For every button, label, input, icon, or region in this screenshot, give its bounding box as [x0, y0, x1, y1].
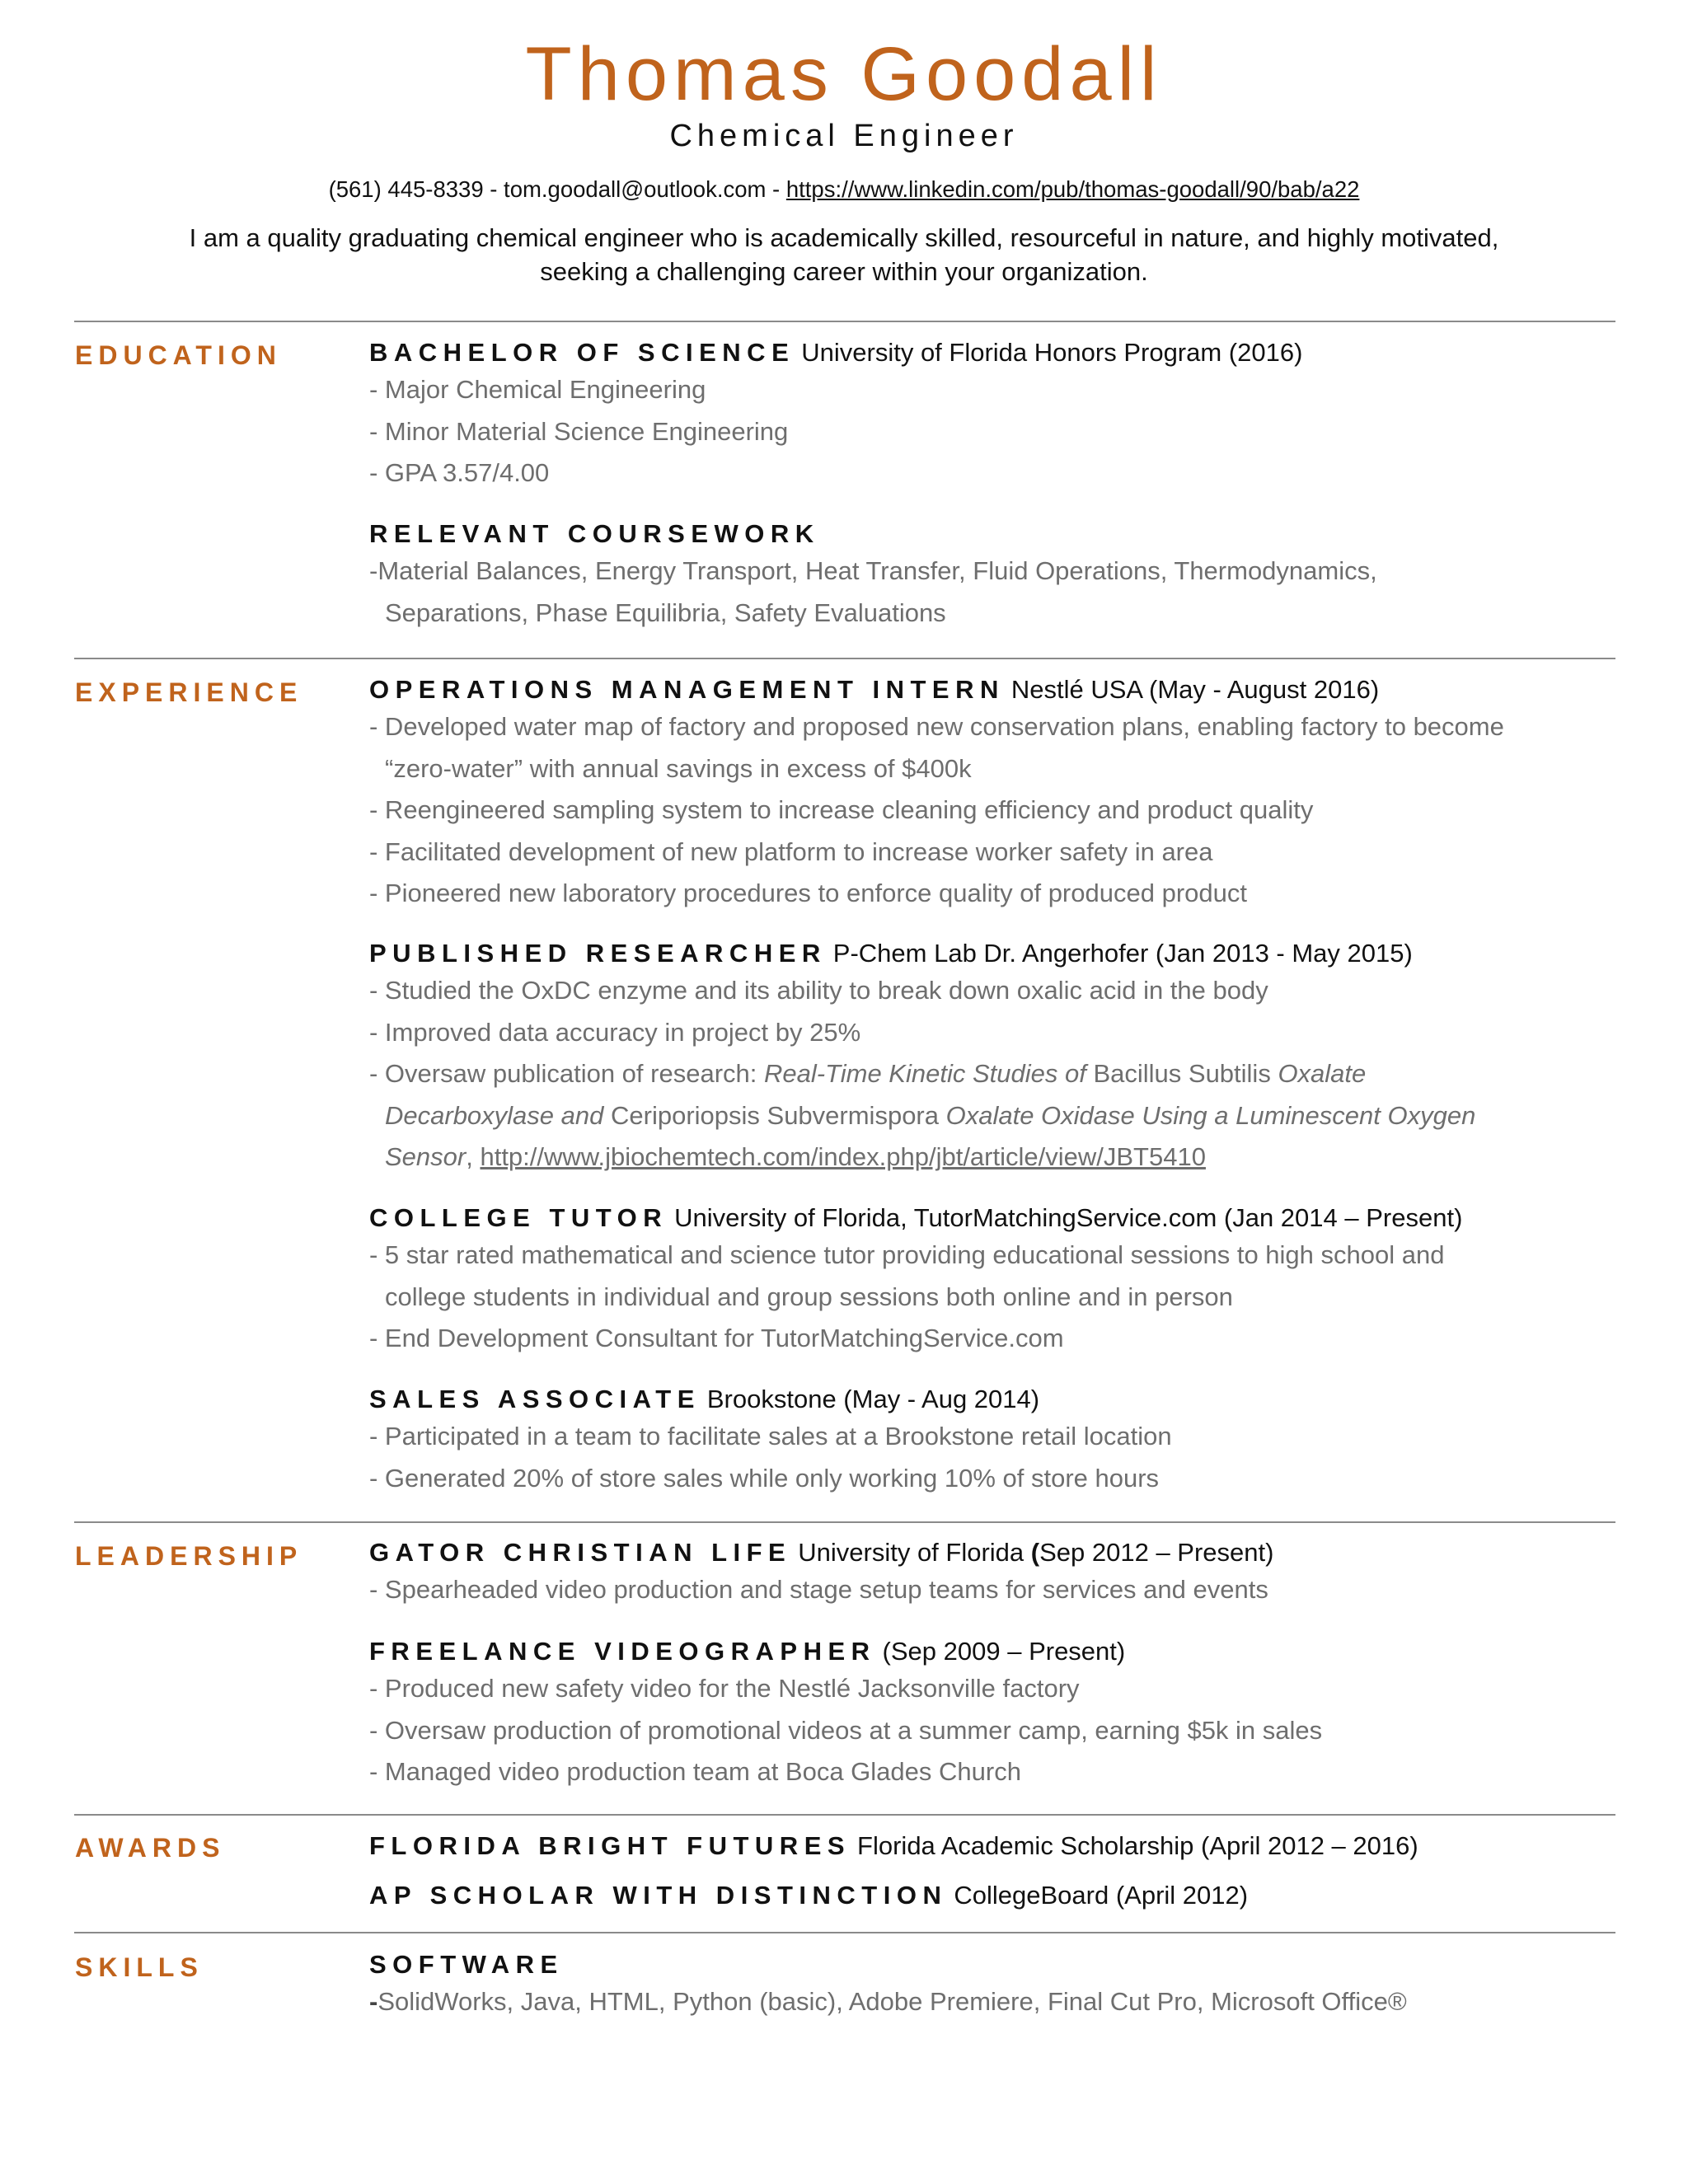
- section-label-education: EDUCATION: [75, 340, 282, 370]
- list-item: - Spearheaded video production and stage setup teams for services and events: [369, 1575, 1268, 1604]
- entry-heading: [369, 1383, 1606, 1416]
- list-item: - Managed video production team at Boca Glades Church: [369, 1757, 1021, 1786]
- list-item: - Produced new safety video for the Nestlé Jacksonville factory: [369, 1674, 1080, 1703]
- coursework-entry: [369, 518, 1606, 634]
- list-item: - Reengineered sampling system to increase cleaning efficiency and product quality: [369, 795, 1314, 824]
- entry-heading: [369, 937, 1606, 970]
- pub-italic: Oxalate: [1278, 1059, 1367, 1088]
- bright-futures-detail: Florida Academic Scholarship (April 2012 – 2016): [857, 1831, 1418, 1860]
- list-item: -Material Balances, Energy Transport, Heat Transfer, Fluid Operations, Thermodynamics,: [369, 556, 1377, 585]
- tutor-detail: University of Florida, TutorMatchingService.com (Jan 2014 – Present): [674, 1203, 1463, 1232]
- leadership-gator-entry: [369, 1536, 1606, 1611]
- section-label-skills: SKILLS: [75, 1952, 204, 1982]
- list-item: - Major Chemical Engineering: [369, 375, 706, 404]
- pub-plain: Ceriporiopsis Subvermispora: [603, 1100, 946, 1130]
- pub-italic: Decarboxylase and: [385, 1100, 604, 1130]
- education-degree-entry: [369, 336, 1606, 494]
- section-label-experience: EXPERIENCE: [75, 677, 303, 707]
- bullet-continuation: “zero-water” with annual savings in excess of $400k: [385, 753, 972, 783]
- entry-heading: [369, 1948, 1606, 1981]
- list-item: - Improved data accuracy in project by 25%: [369, 1017, 861, 1047]
- coursework-continuation: Separations, Phase Equilibria, Safety Evaluations: [385, 598, 946, 627]
- software-dash: -: [369, 1987, 378, 2016]
- pub-italic: Sensor: [385, 1142, 467, 1171]
- experience-sales-entry: [369, 1383, 1606, 1499]
- list-item: [369, 593, 1606, 635]
- section-divider: [74, 1521, 1615, 1523]
- entry-heading: [369, 518, 1606, 551]
- list-item: - Participated in a team to facilitate sales at a Brookstone retail location: [369, 1422, 1172, 1451]
- section-divider: [74, 658, 1615, 659]
- pub-italic: Real-Time Kinetic Studies of: [764, 1059, 1086, 1088]
- research-title: PUBLISHED RESEARCHER: [369, 939, 827, 968]
- entry-heading: [369, 1879, 1606, 1912]
- list-item: - Generated 20% of store sales while only working 10% of store hours: [369, 1463, 1160, 1493]
- ap-scholar-title: AP SCHOLAR WITH DISTINCTION: [369, 1881, 948, 1910]
- summary-line: I am a quality graduating chemical engineer who is academically skilled, resourceful in nature, and highly motivated,: [189, 223, 1499, 252]
- leadership-videographer-entry: [369, 1635, 1606, 1793]
- list-item: - GPA 3.57/4.00: [369, 458, 550, 487]
- sales-detail: Brookstone (May - Aug 2014): [706, 1385, 1040, 1413]
- intern-title: OPERATIONS MANAGEMENT INTERN: [369, 675, 1005, 704]
- summary: [0, 221, 1688, 288]
- gator-detail-paren: (: [1030, 1538, 1040, 1567]
- coursework-title: RELEVANT COURSEWORK: [369, 519, 820, 548]
- pub-plain: Bacillus Subtilis: [1085, 1059, 1278, 1088]
- list-item: - 5 star rated mathematical and science tutor providing educational sessions to high school and: [369, 1240, 1445, 1269]
- research-detail: P-Chem Lab Dr. Angerhofer (Jan 2013 - May 2015): [832, 939, 1413, 968]
- entry-heading: [369, 673, 1606, 706]
- pub-italic: Oxalate Oxidase Using a Luminescent Oxygen: [945, 1100, 1476, 1130]
- list-item: [369, 1137, 1606, 1179]
- section-label-leadership: LEADERSHIP: [75, 1541, 303, 1571]
- section-divider: [74, 321, 1615, 322]
- list-item: [369, 748, 1606, 790]
- candidate-title: Chemical Engineer: [669, 119, 1019, 153]
- list-item: [369, 1277, 1606, 1319]
- sales-title: SALES ASSOCIATE: [369, 1385, 701, 1413]
- experience-research-entry: [369, 937, 1606, 1179]
- skills-software-entry: [369, 1948, 1606, 2023]
- publication-link[interactable]: http://www.jbiochemtech.com/index.php/jbt/article/view/JBT5410: [480, 1142, 1206, 1171]
- section-divider: [74, 1814, 1615, 1816]
- software-list: SolidWorks, Java, HTML, Python (basic), Adobe Premiere, Final Cut Pro, Microsoft Office®: [377, 1987, 1407, 2016]
- entry-heading: [369, 336, 1606, 369]
- degree-detail: University of Florida Honors Program (2016): [801, 338, 1303, 367]
- list-item: - Studied the OxDC enzyme and its ability to break down oxalic acid in the body: [369, 976, 1268, 1005]
- entry-heading: [369, 1830, 1606, 1863]
- bright-futures-title: FLORIDA BRIGHT FUTURES: [369, 1831, 851, 1860]
- entry-heading: [369, 1536, 1606, 1569]
- gator-detail-dates: Sep 2012 – Present): [1039, 1538, 1274, 1567]
- awards-bright-futures-entry: [369, 1830, 1606, 1863]
- section-divider: [74, 1932, 1615, 1933]
- videographer-detail: (Sep 2009 – Present): [882, 1637, 1126, 1666]
- section-label-awards: AWARDS: [75, 1833, 226, 1863]
- summary-line: seeking a challenging career within your organization.: [540, 257, 1148, 286]
- list-item: - Facilitated development of new platform to increase worker safety in area: [369, 837, 1213, 866]
- list-item: - Pioneered new laboratory procedures to enforce quality of produced product: [369, 879, 1247, 907]
- ap-scholar-detail: CollegeBoard (April 2012): [954, 1881, 1249, 1910]
- list-item: - Minor Material Science Engineering: [369, 416, 789, 446]
- entry-heading: [369, 1202, 1606, 1235]
- degree-title: BACHELOR OF SCIENCE: [369, 338, 795, 367]
- gator-title: GATOR CHRISTIAN LIFE: [369, 1538, 792, 1567]
- intern-detail: Nestlé USA (May - August 2016): [1010, 675, 1380, 704]
- bullet-continuation: college students in individual and group sessions both online and in person: [385, 1282, 1233, 1311]
- experience-intern-entry: [369, 673, 1606, 915]
- list-item: [369, 1095, 1606, 1137]
- pub-comma: ,: [466, 1142, 481, 1171]
- candidate-name: Thomas Goodall: [525, 32, 1163, 116]
- entry-heading: [369, 1635, 1606, 1668]
- list-item: - End Development Consultant for TutorMatchingService.com: [369, 1324, 1064, 1352]
- software-title: SOFTWARE: [369, 1950, 564, 1979]
- list-item: - Oversaw production of promotional videos at a summer camp, earning $5k in sales: [369, 1715, 1323, 1745]
- pub-prefix: - Oversaw publication of research:: [369, 1059, 764, 1088]
- list-item: [369, 1053, 1606, 1095]
- contact-line: [0, 175, 1688, 204]
- list-item: - Developed water map of factory and proposed new conservation plans, enabling factory to become: [369, 712, 1504, 741]
- awards-ap-scholar-entry: [369, 1879, 1606, 1912]
- tutor-title: COLLEGE TUTOR: [369, 1203, 668, 1232]
- experience-tutor-entry: [369, 1202, 1606, 1360]
- list-item: [369, 1981, 1606, 2023]
- linkedin-link[interactable]: https://www.linkedin.com/pub/thomas-goodall/90/bab/a22: [785, 176, 1360, 202]
- gator-detail: University of Florida: [798, 1538, 1031, 1567]
- contact-phone-email: (561) 445-8339 - tom.goodall@outlook.com -: [328, 176, 786, 202]
- videographer-title: FREELANCE VIDEOGRAPHER: [369, 1637, 876, 1666]
